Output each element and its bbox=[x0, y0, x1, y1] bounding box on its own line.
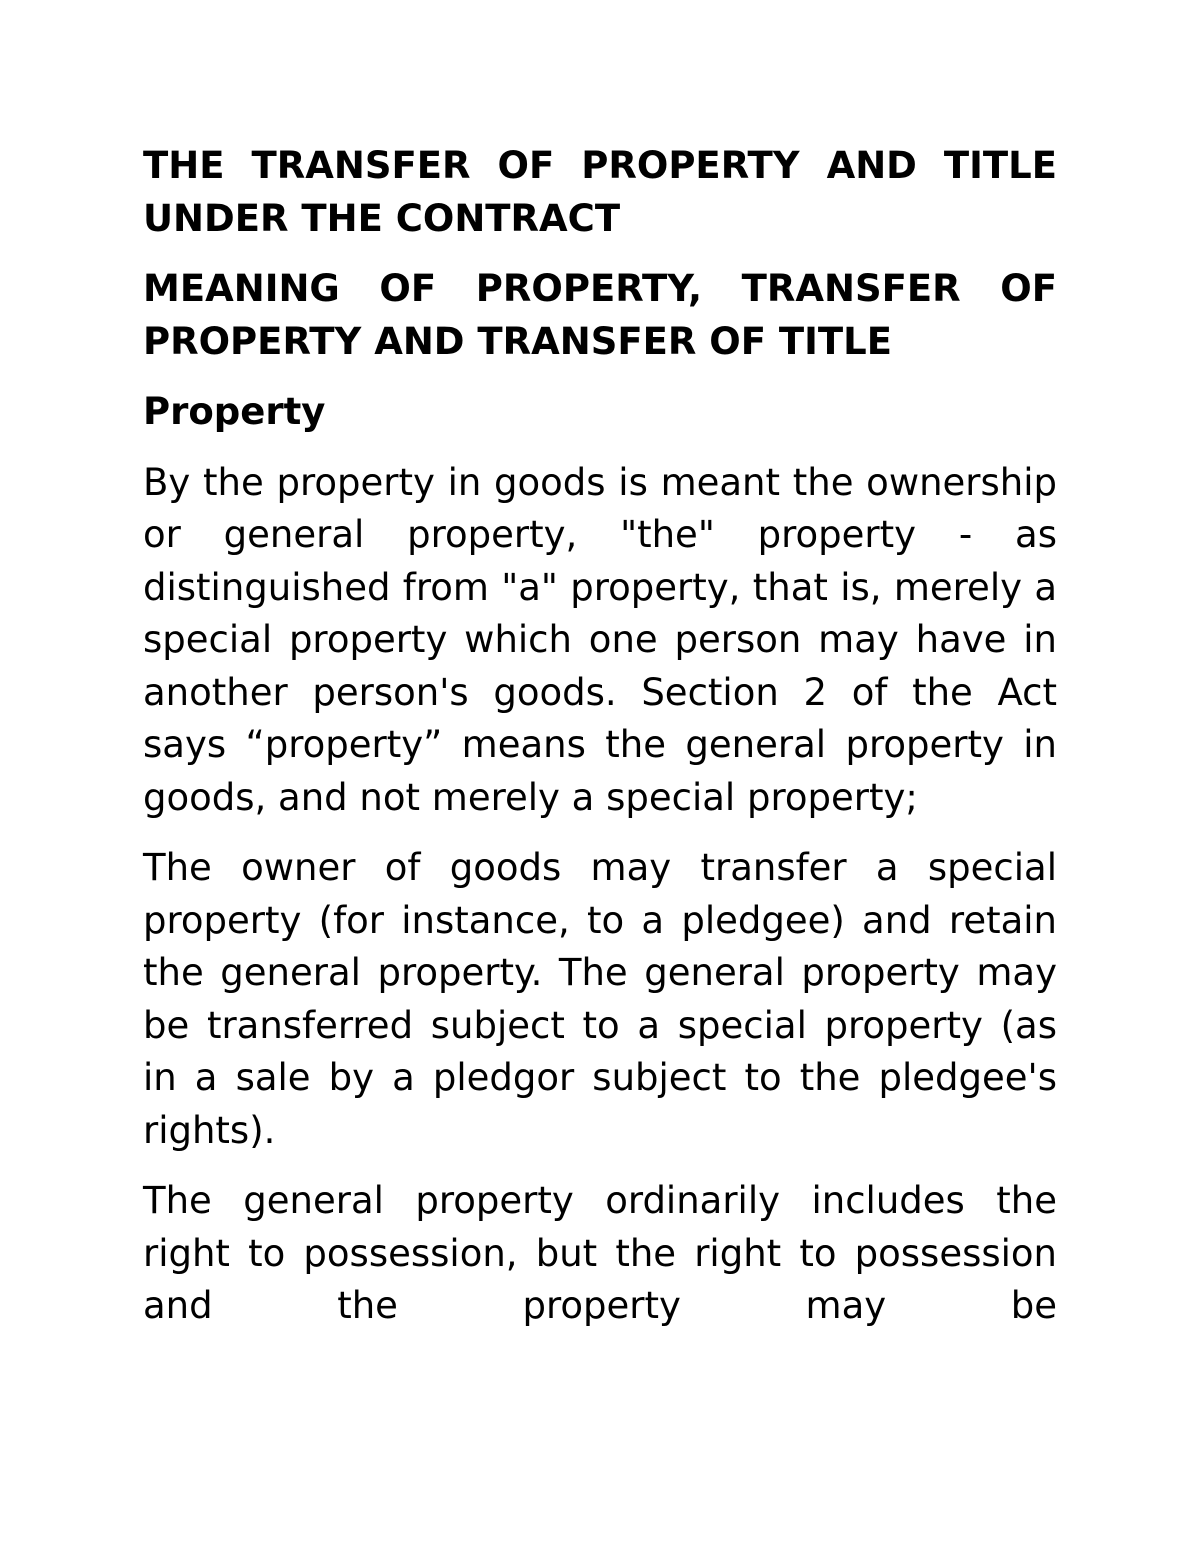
paragraph: The general property ordinarily includes the right to possession, but the right to possession and the property may be bbox=[143, 1179, 1057, 1327]
paragraph: By the property in goods is meant the ownership or general property, "the" property - as distinguished from "a" property, that is, merely a special property which one person may have in another person's goods. Section 2 of the Act says “property” means the general property in goods, and not merely a special property; bbox=[143, 460, 1057, 819]
document-title: THE TRANSFER OF PROPERTY AND TITLE UNDER THE CONTRACT bbox=[143, 144, 1057, 240]
document-page bbox=[143, 140, 1057, 1333]
section-heading: MEANING OF PROPERTY, TRANSFER OF PROPERTY AND TRANSFER OF TITLE bbox=[143, 267, 1057, 363]
paragraph: The owner of goods may transfer a special property (for instance, to a pledgee) and retain the general property. The general property may be transferred subject to a special property (as in a sale by a pledgor subject to the pledgee's rights). bbox=[143, 846, 1057, 1152]
subheading-property: Property bbox=[143, 390, 326, 433]
